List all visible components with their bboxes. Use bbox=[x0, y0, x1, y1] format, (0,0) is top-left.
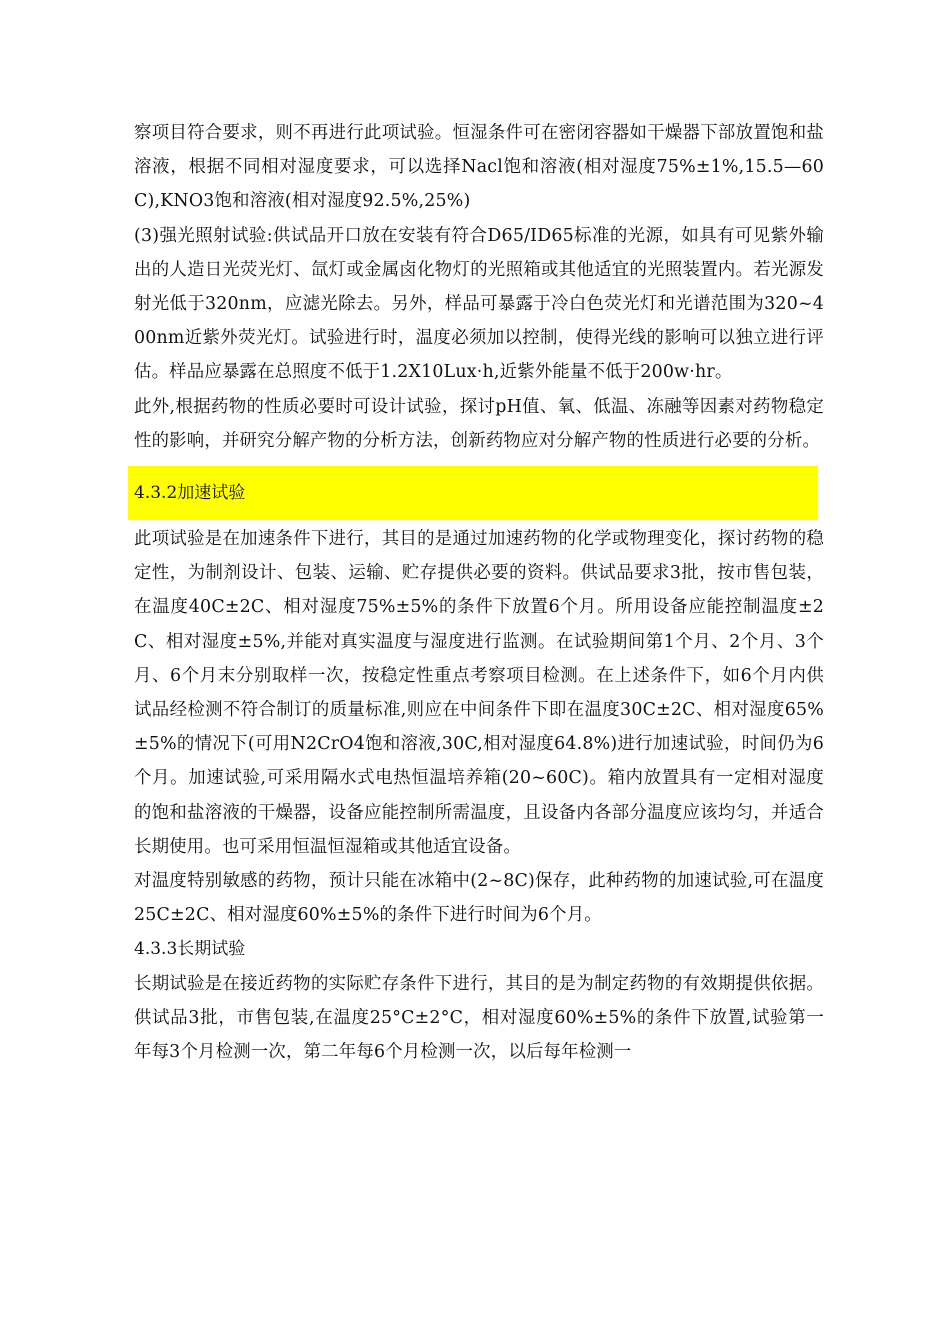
paragraph-humidity-continuation: 察项目符合要求，则不再进行此项试验。恒湿条件可在密闭容器如干燥器下部放置饱和盐溶液，根据不同相对湿度要求，可以选择Nacl饱和溶液(相对湿度75%±1%,15.5—60C),KNO3饱和溶液(相对湿度92.5%,25%) bbox=[134, 123, 824, 212]
paragraph-light-exposure-test: (3)强光照射试验:供试品开口放在安装有符合D65/ID65标准的光源，如具有可见紫外输出的人造日光荧光灯、氙灯或金属卤化物灯的光照箱或其他适宜的光照装置内。若光源发射光低于320nm，应滤光除去。另外，样品可暴露于冷白色荧光灯和光谱范围为320~400nm近紫外荧光灯。试验进行时，温度必须加以控制，使得光线的影响可以独立进行评估。样品应暴露在总照度不低于1.2X10Lux·h,近紫外能量不低于200w·hr。 bbox=[134, 225, 824, 383]
paragraph-other-factors: 此外,根据药物的性质必要时可设计试验，探讨pH值、氧、低温、冻融等因素对药物稳定性的影响，并研究分解产物的分析方法，创新药物应对分解产物的性质进行必要的分析。 bbox=[134, 396, 824, 451]
section-heading-long-term-test: 4.3.3长期试验 bbox=[134, 939, 246, 960]
highlighted-section-heading bbox=[128, 466, 818, 520]
document-body bbox=[134, 116, 824, 1069]
paragraph-long-term-test-body: 长期试验是在接近药物的实际贮存条件下进行，其目的是为制定药物的有效期提供依据。供试品3批，市售包装,在温度25°C±2°C，相对湿度60%±5%的条件下放置,试验第一年每3个月检测一次，第二年每6个月检测一次，以后每年检测一 bbox=[134, 973, 824, 1063]
paragraph-temperature-sensitive: 对温度特别敏感的药物，预计只能在冰箱中(2~8C)保存，此种药物的加速试验,可在温度25C±2C、相对湿度60%±5%的条件下进行时间为6个月。 bbox=[134, 871, 824, 926]
paragraph-accelerated-test-body: 此项试验是在加速条件下进行，其目的是通过加速药物的化学或物理变化，探讨药物的稳定性，为制剂设计、包装、运输、贮存提供必要的资料。供试品要求3批，按市售包装，在温度40C±2C、相对湿度75%±5%的条件下放置6个月。所用设备应能控制温度±2C、相对湿度±5%,并能对真实温度与湿度进行监测。在试验期间第1个月、2个月、3个月、6个月末分别取样一次，按稳定性重点考察项目检测。在上述条件下，如6个月内供试品经检测不符合制订的质量标准,则应在中间条件下即在温度30C±2C、相对湿度65%±5%的情况下(可用N2CrO4饱和溶液,30C,相对湿度64.8%)进行加速试验，时间仍为6个月。加速试验,可采用隔水式电热恒温培养箱(20~60C)。箱内放置具有一定相对湿度的饱和盐溶液的干燥器，设备应能控制所需温度，且设备内各部分温度应该均匀，并适合长期使用。也可采用恒温恒湿箱或其他适宜设备。 bbox=[134, 529, 824, 857]
section-heading-accelerated-test: 4.3.2加速试验 bbox=[134, 483, 246, 504]
